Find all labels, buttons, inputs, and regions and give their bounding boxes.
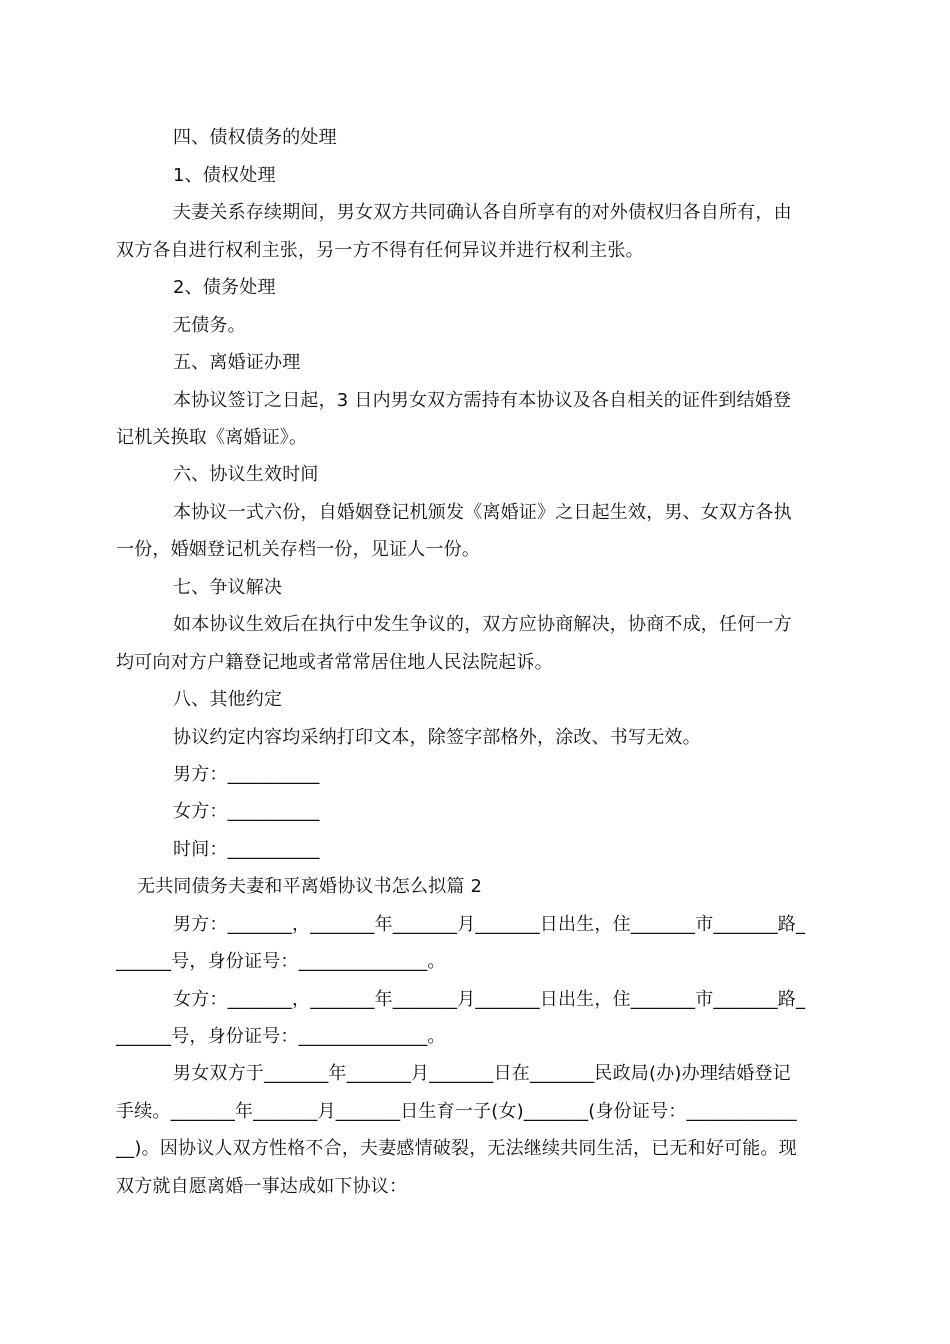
heading-effective-time: 六、协议生效时间 [173,464,319,485]
heading-dispute-resolution: 七、争议解决 [173,577,283,598]
form-line: 男方：_______，_______年_______月_______日出生，住_______市_______路_ [173,914,806,935]
paragraph-line: 记机关换取《离婚证》。 [116,427,308,448]
paragraph-line: 本协议签订之日起，3 日内男女双方需持有本协议及各自相关的证件到结婚登 [173,390,792,411]
form-line: ______号，身份证号：______________。 [116,951,446,972]
paragraph-line: 均可向对方户籍登记地或者常常居住地人民法院起诉。 [116,652,553,673]
signature-female-line: 女方：__________ [173,801,320,822]
paragraph-line: 本协议一式六份，自婚姻登记机颁发《离婚证》之日起生效，男、女双方各执 [173,502,792,523]
heading-debt-handling: 四、债权债务的处理 [173,127,337,148]
paragraph-line: 协议约定内容均采纳打印文本，除签字部格外，涂改、书写无效。 [173,727,701,748]
heading-other-agreements: 八、其他约定 [173,689,283,710]
subheading-credit-handling: 1、债权处理 [173,165,276,186]
paragraph-line: 无债务。 [173,315,246,336]
paragraph-line: __)。因协议人双方性格不合，夫妻感情破裂，无法继续共同生活，已无和好可能。现 [116,1138,797,1159]
paragraph-line: 如本协议生效后在执行中发生争议的，双方应协商解决，协商不成，任何一方 [173,614,792,635]
signature-date-line: 时间：__________ [173,839,320,860]
form-line: ______号，身份证号：______________。 [116,1026,446,1047]
subheading-debt-handling: 2、债务处理 [173,277,276,298]
form-line: 女方：_______，_______年_______月_______日出生，住_______市_______路_ [173,989,806,1010]
paragraph-line: 一份，婚姻登记机关存档一份，见证人一份。 [116,539,480,560]
paragraph-line: 双方各自进行权利主张，另一方不得有任何异议并进行权利主张。 [116,240,644,261]
signature-male-line: 男方：__________ [173,764,320,785]
section-title-part-2: 无共同债务夫妻和平离婚协议书怎么拟篇 2 [137,876,483,897]
paragraph-line: 夫妻关系存续期间，男女双方共同确认各自所享有的对外债权归各自所有，由 [173,202,792,223]
heading-divorce-certificate: 五、离婚证办理 [173,352,301,373]
paragraph-line: 手续。_______年_______月_______日生育一子(女)_______(身份证号：____________ [116,1101,797,1122]
paragraph-line: 男女双方于_______年_______月_______日在_______民政局(办)办理结婚登记 [173,1063,791,1084]
paragraph-line: 双方就自愿离婚一事达成如下协议： [116,1176,408,1197]
